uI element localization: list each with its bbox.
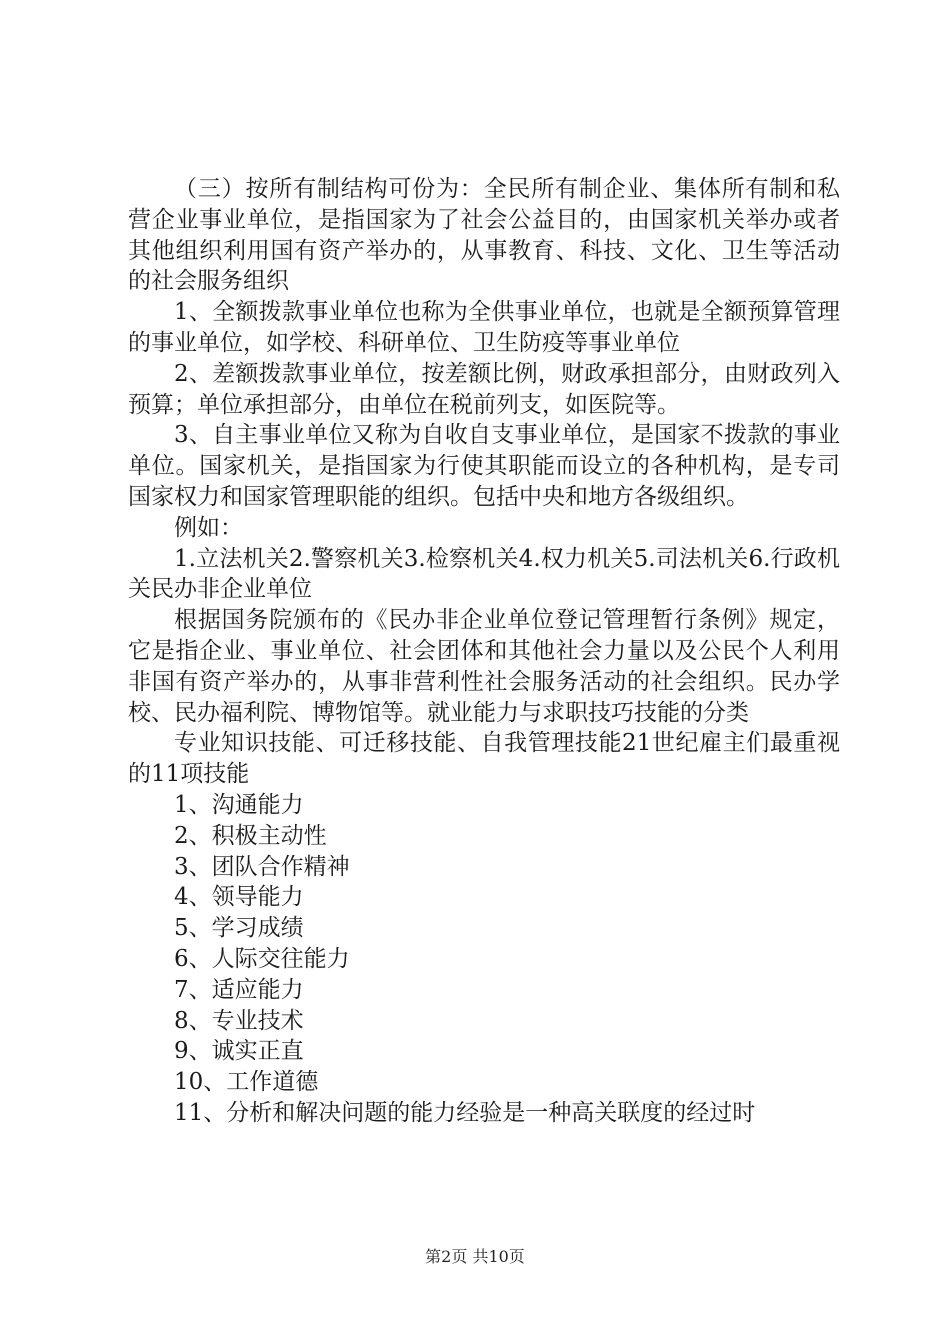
list-item: 7、适应能力 <box>174 976 304 1003</box>
paragraph-differential-funding: 2、差额拨款事业单位，按差额比例，财政承担部分，由财政列入预算；单位承担部分，由单位在税前列支，如医院等。 <box>128 360 840 418</box>
list-item: 9、诚实正直 <box>174 1038 304 1065</box>
page-footer <box>0 1244 950 1267</box>
list-item: 5、学习成绩 <box>174 915 304 942</box>
paragraph-full-funding: 1、全额拨款事业单位也称为全供事业单位，也就是全额预算管理的事业单位，如学校、科研单位、卫生防疫等事业单位 <box>128 299 840 356</box>
list-item: 11、分析和解决问题的能力经验是一种高关联度的经过时 <box>174 1099 756 1126</box>
paragraph-agency-list: 1.立法机关2.警察机关3.检察机关4.权力机关5.司法机关6.行政机关民办非企业单位 <box>128 545 840 603</box>
list-item: 1、沟通能力 <box>174 791 304 818</box>
list-item: 8、专业技术 <box>174 1007 304 1034</box>
paragraph-ownership-structure: （三）按所有制结构可份为：全民所有制企业、集体所有制和私营企业事业单位，是指国家为了社会公益目的，由国家机关举办或者其他组织利用国有资产举办的，从事教育、科技、文化、卫生等活动的社会服务组织 <box>128 176 840 295</box>
paragraph-private-nonenterprise: 根据国务院颁布的《民办非企业单位登记管理暂行条例》规定，它是指企业、事业单位、社会团体和其他社会力量以及公民个人利用非国有资产举办的，从事非营利性社会服务活动的社会组织。民办学校、民办福利院、博物馆等。就业能力与求职技巧技能的分类 <box>128 607 840 726</box>
list-item: 4、领导能力 <box>174 884 304 911</box>
list-item: 10、工作道德 <box>174 1069 319 1096</box>
paragraph-self-funded: 3、自主事业单位又称为自收自支事业单位，是国家不拨款的事业单位。国家机关，是指国家为行使其职能而设立的各种机构，是专司国家权力和国家管理职能的组织。包括中央和地方各级组织。 <box>128 422 840 510</box>
list-item: 2、积极主动性 <box>174 822 327 849</box>
page-number-label: 第2页 共10页 <box>425 1247 525 1266</box>
paragraph-skills-intro: 专业知识技能、可迁移技能、自我管理技能21世纪雇主们最重视的11项技能 <box>128 730 840 788</box>
list-item: 3、团队合作精神 <box>174 853 350 880</box>
paragraph-example-label: 例如： <box>174 514 243 541</box>
list-item: 6、人际交往能力 <box>174 945 350 972</box>
document-body <box>128 174 840 1129</box>
